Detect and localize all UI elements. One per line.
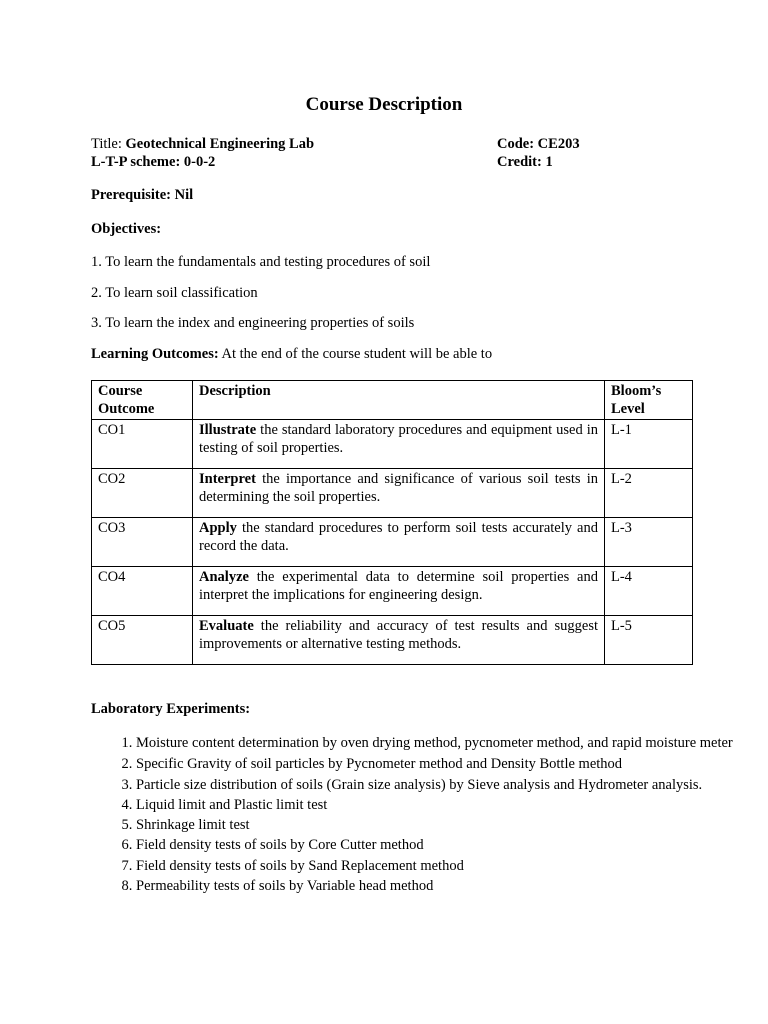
table-header-row <box>92 381 693 420</box>
objective-item: 2. To learn soil classification <box>91 285 258 301</box>
co-level: L-4 <box>605 567 693 616</box>
experiments-list <box>91 733 736 897</box>
co-id: CO3 <box>92 518 193 567</box>
co-id: CO1 <box>92 420 193 469</box>
co-level: L-1 <box>605 420 693 469</box>
objective-item: 1. To learn the fundamentals and testing procedures of soil <box>91 254 431 270</box>
course-title: Geotechnical Engineering Lab <box>125 136 315 152</box>
list-item: 1. Moisture content determination by oven drying method, pycnometer method, and rapid moisture meter <box>136 733 736 753</box>
header-description: Description <box>193 381 605 420</box>
list-item: 7. Field density tests of soils by Sand Replacement method <box>136 857 736 875</box>
prerequisite: Prerequisite: Nil <box>91 187 194 203</box>
co-text: the importance and significance of various soil tests in determining the soil properties. <box>199 471 598 505</box>
co-description <box>193 518 605 567</box>
co-verb: Evaluate <box>199 618 254 634</box>
co-text: the experimental data to determine soil properties and interpret the implications for engineering design. <box>199 569 598 603</box>
course-title-line <box>91 135 314 153</box>
list-item: 5. Shrinkage limit test <box>136 816 736 834</box>
objectives-heading: Objectives: <box>91 221 162 237</box>
co-text: the standard laboratory procedures and equipment used in testing of soil properties. <box>199 422 598 456</box>
co-description <box>193 567 605 616</box>
co-description <box>193 469 605 518</box>
course-credit: Credit: 1 <box>497 154 553 170</box>
header-course-outcome: Course Outcome <box>92 381 193 420</box>
co-text: the standard procedures to perform soil tests accurately and record the data. <box>199 520 598 554</box>
co-id: CO2 <box>92 469 193 518</box>
learning-outcomes-text: At the end of the course student will be able to <box>218 346 493 362</box>
co-verb: Analyze <box>199 569 249 585</box>
co-description <box>193 420 605 469</box>
list-item: 3. Particle size distribution of soils (Grain size analysis) by Sieve analysis and Hydrometer analysis. <box>136 776 736 794</box>
co-level: L-5 <box>605 616 693 665</box>
co-id: CO4 <box>92 567 193 616</box>
table-row <box>92 616 693 665</box>
table-row <box>92 469 693 518</box>
ltp-scheme: L-T-P scheme: 0-0-2 <box>91 154 216 170</box>
table-row <box>92 420 693 469</box>
co-description <box>193 616 605 665</box>
lab-experiments-heading: Laboratory Experiments: <box>91 701 251 717</box>
co-level: L-2 <box>605 469 693 518</box>
list-item: 6. Field density tests of soils by Core Cutter method <box>136 836 736 854</box>
learning-outcomes-label: Learning Outcomes: <box>91 346 219 362</box>
co-id: CO5 <box>92 616 193 665</box>
header-blooms-level: Bloom’s Level <box>605 381 693 420</box>
list-item: 4. Liquid limit and Plastic limit test <box>136 796 736 814</box>
co-verb: Apply <box>199 520 237 536</box>
list-item: 8. Permeability tests of soils by Variable head method <box>136 877 736 895</box>
co-verb: Interpret <box>199 471 256 487</box>
table-row <box>92 567 693 616</box>
list-item: 2. Specific Gravity of soil particles by Pycnometer method and Density Bottle method <box>136 755 736 773</box>
co-verb: Illustrate <box>199 422 257 438</box>
table-row <box>92 518 693 567</box>
course-code: Code: CE203 <box>497 136 580 152</box>
learning-outcomes-intro <box>91 345 492 363</box>
title-label: Title: <box>91 136 122 152</box>
page-title: Course Description <box>305 94 463 115</box>
co-text: the reliability and accuracy of test results and suggest improvements or alternative testing methods. <box>199 618 598 652</box>
co-level: L-3 <box>605 518 693 567</box>
objective-item: 3. To learn the index and engineering properties of soils <box>91 315 415 331</box>
outcomes-table <box>91 380 693 665</box>
